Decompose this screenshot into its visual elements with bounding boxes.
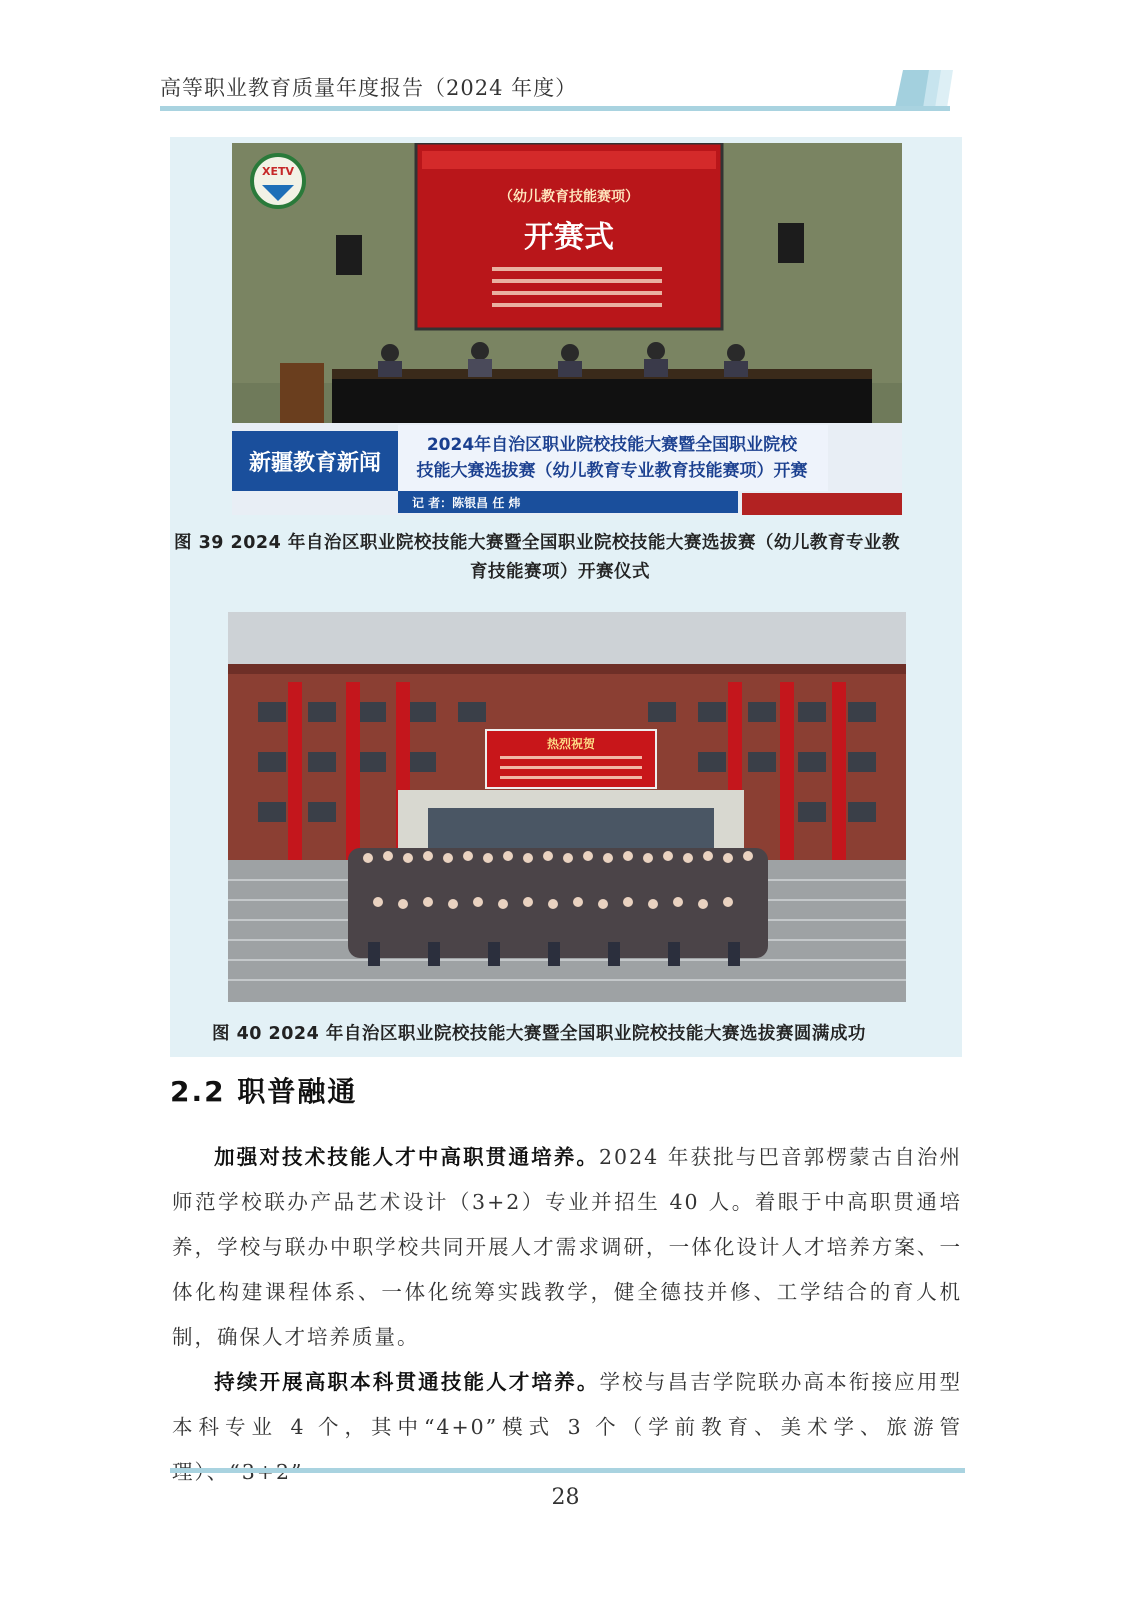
screen-main-title: 开赛式 [524,220,614,255]
ticker-line-2: 技能大赛选拔赛（幼儿教育专业教育技能赛项）开赛 [416,461,808,481]
ticker-brand: 新疆教育新闻 [248,451,382,476]
header-rule [160,106,950,111]
photo-opening-ceremony [232,143,902,515]
paragraph-2-body: 学校与昌吉学院联办高本衔接应用型本科专业 4 个，其中“4+0”模式 3 个（学前教育、美术学、旅游管 [172,1370,962,1439]
figure-40-caption: 图 40 2024 年自治区职业院校技能大赛暨全国职业院校技能大赛选拔赛圆满成功 [212,1024,866,1044]
footer-rule [170,1468,965,1473]
screen-subtitle: （幼儿教育技能赛项） [499,189,639,205]
banner-screen-title: 热烈祝贺 [546,737,596,751]
paragraph-2 [172,1360,962,1495]
ticker-line-1: 2024年自治区职业院校技能大赛暨全国职业院校 [426,435,798,455]
paragraph-1-lead: 加强对技术技能人才中高职贯通培养。 [214,1145,600,1169]
photo-group-building [228,612,906,1002]
paragraph-2-lead: 持续开展高职本科贯通技能人才培养。 [214,1370,600,1394]
section-title: 2.2 职普融通 [170,1075,358,1108]
paragraph-1 [172,1135,962,1360]
figure-39-caption-line-2: 育技能赛项）开赛仪式 [470,562,650,582]
ticker-reporter: 记 者：陈银昌 任 炜 [412,496,521,510]
page-number: 28 [551,1485,580,1510]
running-header: 高等职业教育质量年度报告（2024 年度） [160,76,578,100]
tv-logo-text: XETV [261,165,295,178]
paragraph-1-body: 2024 年获批与巴音郭楞蒙古自治州师范学校联办产品艺术设计（3+2）专业并招生 40 人。着眼于中高职贯通培养，学校与联办中职学校共同开展人才需求调研，一体化设计人才培养方案、一体化构建课程体系、一体化统筹实践教学，健全德技并修、工学结合的育人机制，确保人才培养质量。 [172,1145,963,1349]
figure-39-caption-line-1: 图 39 2024 年自治区职业院校技能大赛暨全国职业院校技能大赛选拔赛（幼儿教育专业教 [174,533,900,553]
